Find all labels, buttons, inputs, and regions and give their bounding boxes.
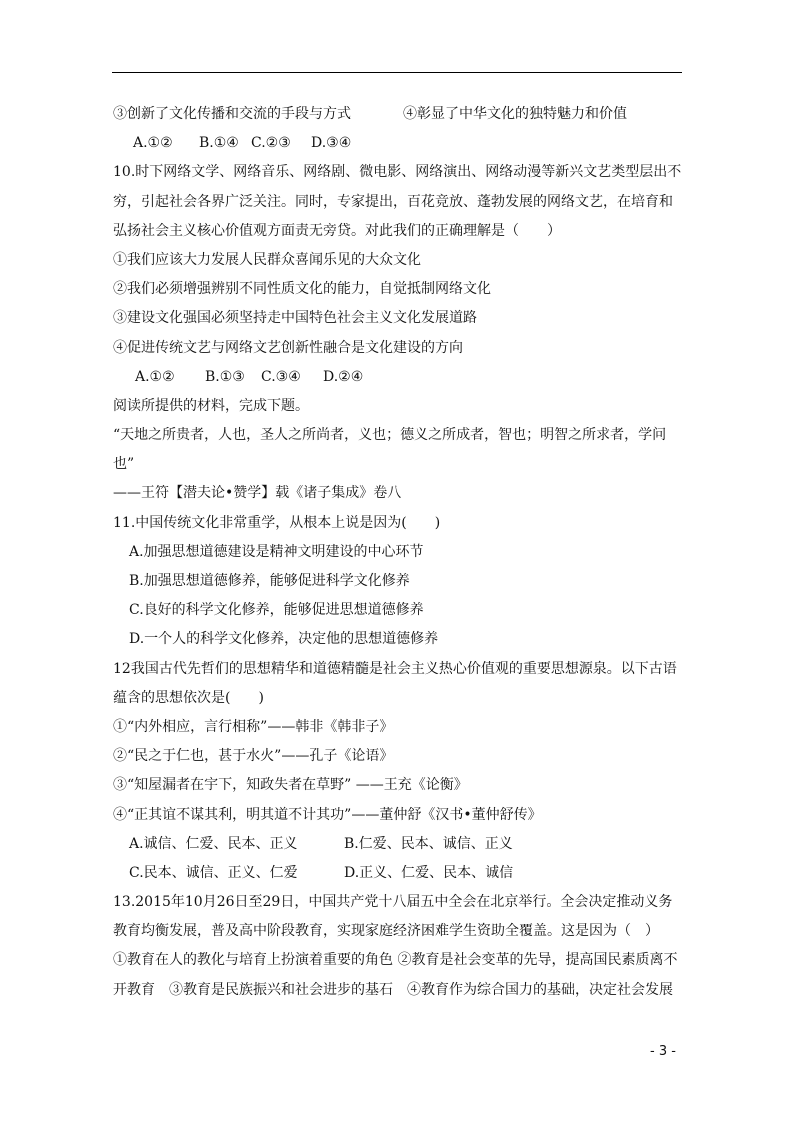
q12-options-row-2 — [113, 859, 685, 888]
header-rule — [112, 72, 682, 73]
q12-stem-line-2: 蕴含的思想依次是( ) — [113, 689, 264, 706]
q10-item-4: ④促进传统文艺与网络文艺创新性融合是文化建设的方向 — [113, 339, 463, 356]
q11-option-b[interactable]: B.加强思想道德修养，能够促进科学文化修养 — [129, 573, 410, 589]
q12-options-row-1 — [113, 830, 685, 859]
q11-option-c[interactable]: C.良好的科学文化修养，能够促进思想道德修养 — [129, 602, 424, 619]
q10-options — [113, 363, 685, 392]
q9-option-a[interactable]: A.①② — [133, 135, 173, 152]
q9-item-3: ③创新了文化传播和交流的手段与方式 — [113, 106, 351, 122]
q11-option-d[interactable]: D.一个人的科学文化修养，决定他的思想道德修养 — [129, 631, 439, 648]
q10-item-1: ①我们应该大力发展人民群众喜闻乐见的大众文化 — [113, 251, 421, 268]
q10-stem-line-1: 10.时下网络文学、网络音乐、网络剧、微电影、网络演出、网络动漫等新兴文艺类型层出不 — [113, 164, 682, 181]
q13-stem-line-2: 教育均衡发展，普及高中阶段教育，实现家庭经济困难学生资助全覆盖。这是因为（ ） — [113, 923, 659, 940]
q11-stem: 11.中国传统文化非常重学，从根本上说是因为( ) — [113, 514, 441, 531]
q12-option-d[interactable]: D.正义、仁爱、民本、诚信 — [344, 864, 514, 881]
q10-option-b[interactable]: B.①③ — [205, 368, 245, 385]
q10-option-a[interactable]: A.①② — [135, 368, 175, 385]
q10-stem-line-3: 弘扬社会主义核心价值观方面责无旁贷。对此我们的正确理解是（ ） — [113, 222, 561, 239]
q12-item-1: ①“内外相应，言行相称”——韩非《韩非子》 — [113, 718, 394, 735]
q10-option-d[interactable]: D.②④ — [323, 368, 364, 385]
material-source: ——王符【潜夫论•赞学】载《诸子集成》卷八 — [113, 485, 402, 502]
q13-items-line-1: ①教育在人的教化与培育上扮演着重要的角色 ②教育是社会变革的先导，提高国民素质离不 — [113, 952, 678, 969]
q10-option-c[interactable]: C.③④ — [261, 368, 301, 385]
q11-option-a[interactable]: A.加强思想道德建设是精神文明建设的中心环节 — [129, 543, 424, 560]
q9-option-c[interactable]: C.②③ — [251, 135, 291, 152]
q12-option-c[interactable]: C.民本、诚信、正义、仁爱 — [129, 864, 298, 881]
q10-item-2: ②我们必须增强辨别不同性质文化的能力，自觉抵制网络文化 — [113, 281, 491, 298]
q13-items-line-2: 开教育 ③教育是民族振兴和社会进步的基石 ④教育作为综合国力的基础，决定社会发展 — [113, 981, 673, 998]
q12-stem-line-1: 12我国古代先哲们的思想精华和道德精髓是社会主义热心价值观的重要思想源泉。以下古语 — [113, 660, 677, 677]
q9-option-d[interactable]: D.③④ — [311, 135, 352, 152]
q12-option-a[interactable]: A.诚信、仁爱、民本、正义 — [129, 835, 298, 852]
q10-item-3: ③建设文化强国必须坚持走中国特色社会主义文化发展道路 — [113, 310, 477, 327]
q9-options — [113, 129, 685, 158]
material-intro: 阅读所提供的材料，完成下题。 — [113, 397, 309, 414]
q9-option-b[interactable]: B.①④ — [199, 135, 239, 152]
page-content — [113, 100, 685, 1005]
q12-item-4: ④“正其谊不谋其利，明其道不计其功”——董仲舒《汉书•董仲舒传》 — [113, 806, 542, 823]
q13-stem-line-1: 13.2015年10月26日至29日，中国共产党十八届五中全会在北京举行。全会决定推动义务 — [113, 894, 673, 911]
q9-items-line — [113, 100, 685, 129]
page-number: - 3 - — [650, 1044, 676, 1059]
q12-item-2: ②“民之于仁也，甚于水火”——孔子《论语》 — [113, 748, 394, 765]
material-quote-line-1: “天地之所贵者，人也，圣人之所尚者，义也；德义之所成者，智也；明智之所求者，学问 — [113, 427, 667, 444]
q9-item-4: ④彰显了中华文化的独特魅力和价值 — [403, 106, 627, 122]
material-quote-line-2: 也” — [113, 456, 135, 473]
q12-option-b[interactable]: B.仁爱、民本、诚信、正义 — [344, 835, 513, 852]
q10-stem-line-2: 穷，引起社会各界广泛关注。同时，专家提出，百花竞放、蓬勃发展的网络文艺，在培育和 — [113, 193, 673, 210]
q12-item-3: ③“知屋漏者在宇下，知政失者在草野” ——王充《论衡》 — [113, 777, 468, 794]
